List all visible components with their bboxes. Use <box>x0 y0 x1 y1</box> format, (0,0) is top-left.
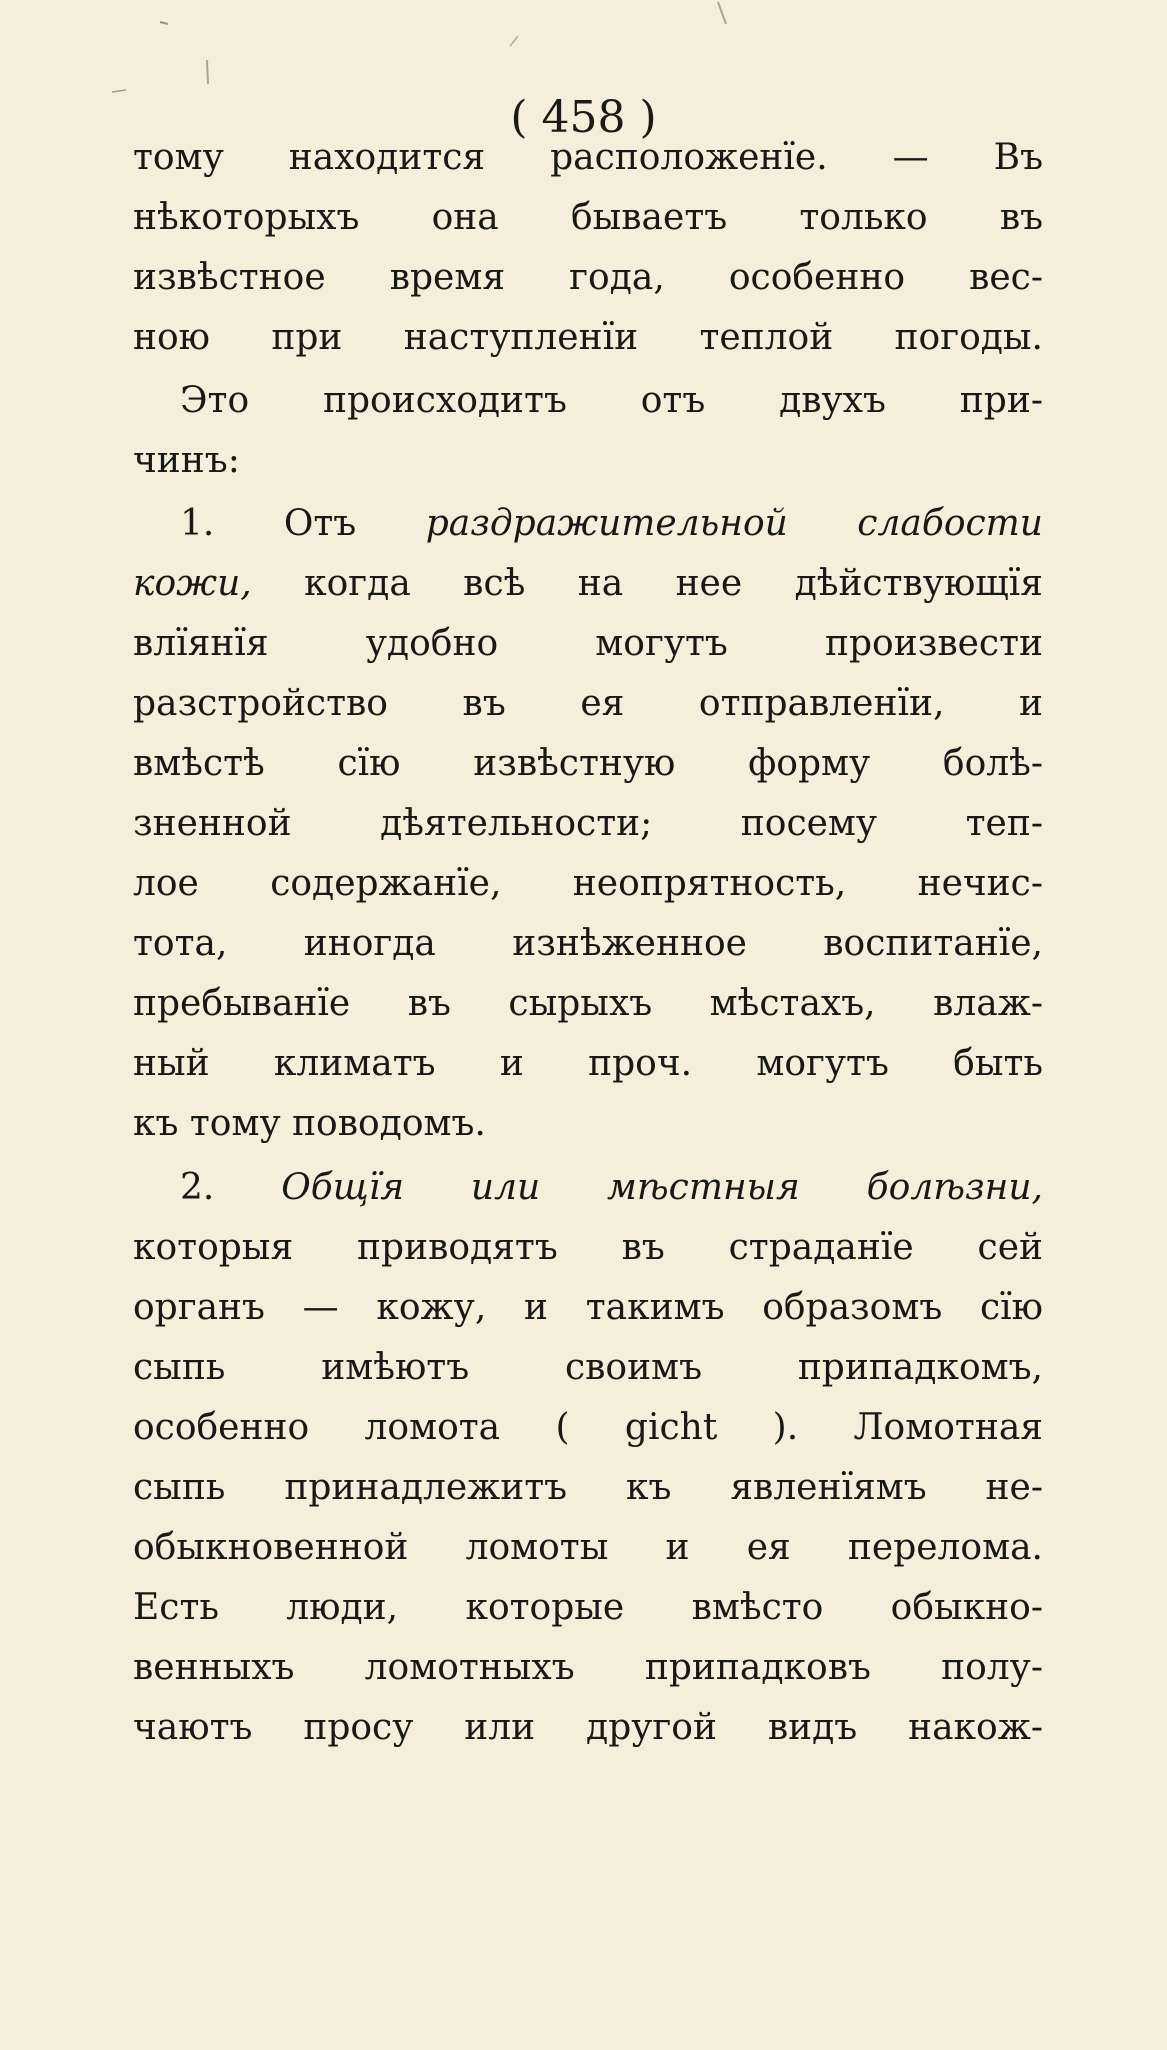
text-line-19: которыя приводятъ въ страданїе сей <box>133 1227 1043 1268</box>
text-line-8-italic: кожи, <box>133 563 252 604</box>
text-line-3: извѣстное время года, особенно вес- <box>133 257 1043 298</box>
list-item-2-number: 2. <box>180 1167 215 1208</box>
text-line-24: обыкновенной ломоты и ея перелома. <box>133 1527 1043 1568</box>
list-item-1-italic: раздражительной слабости <box>425 503 1043 544</box>
text-line-2: нѣкоторыхъ она бываетъ только въ <box>133 197 1043 238</box>
text-line-26: венныхъ ломотныхъ припадковъ полу- <box>133 1647 1043 1688</box>
text-line-11: вмѣстѣ сїю извѣстную форму болѣ- <box>133 743 1043 784</box>
paper-speck <box>207 60 208 84</box>
page-number: ( 458 ) <box>510 92 657 143</box>
text-line-9: влїянїя удобно могутъ произвести <box>133 623 1043 664</box>
text-line-4: ною при наступленїи теплой погоды. <box>133 317 1043 358</box>
text-line-14: тота, иногда изнѣженное воспитанїе, <box>133 923 1043 964</box>
text-line-1: тому находится расположенїе. — Въ <box>133 137 1043 178</box>
paper-speck <box>948 12 950 38</box>
text-line-6: чинъ: <box>133 440 240 481</box>
text-line-21: сыпь имѣютъ своимъ припадкомъ, <box>133 1347 1043 1388</box>
paper-speck <box>160 22 168 24</box>
text-line-16: ный климатъ и проч. могутъ быть <box>133 1043 1043 1084</box>
paper-speck <box>510 36 518 46</box>
paper-speck <box>112 90 126 92</box>
text-line-25: Есть люди, которые вмѣсто обыкно- <box>133 1587 1043 1628</box>
text-line-27: чаютъ просу или другой видъ накож- <box>133 1707 1043 1748</box>
text-line-20: органъ — кожу, и такимъ образомъ сїю <box>133 1287 1043 1328</box>
text-line-5: Это происходитъ отъ двухъ при- <box>180 380 1043 421</box>
text-line-10: разстройство въ ея отправленїи, и <box>133 683 1043 724</box>
text-line-17: къ тому поводомъ. <box>133 1103 486 1144</box>
text-line-8-rest: когда всѣ на нее дѣйствующїя <box>251 563 1043 604</box>
list-item-1-number: 1. <box>180 503 215 544</box>
list-item-2-italic: Общїя или мѣстныя болѣзни, <box>281 1167 1043 1208</box>
text-line-23: сыпь принадлежитъ къ явленїямъ не- <box>133 1467 1043 1508</box>
text-line-15: пребыванїе въ сырыхъ мѣстахъ, влаж- <box>133 983 1043 1024</box>
text-line-22: особенно ломота ( gicht ). Ломотная <box>133 1407 1043 1448</box>
text-line-12: зненной дѣятельности; посему теп- <box>133 803 1043 844</box>
text-line-13: лое содержанїе, неопрятность, нечис- <box>133 863 1043 904</box>
list-item-1-lead: Отъ <box>283 503 357 544</box>
paper-speck <box>718 2 726 24</box>
